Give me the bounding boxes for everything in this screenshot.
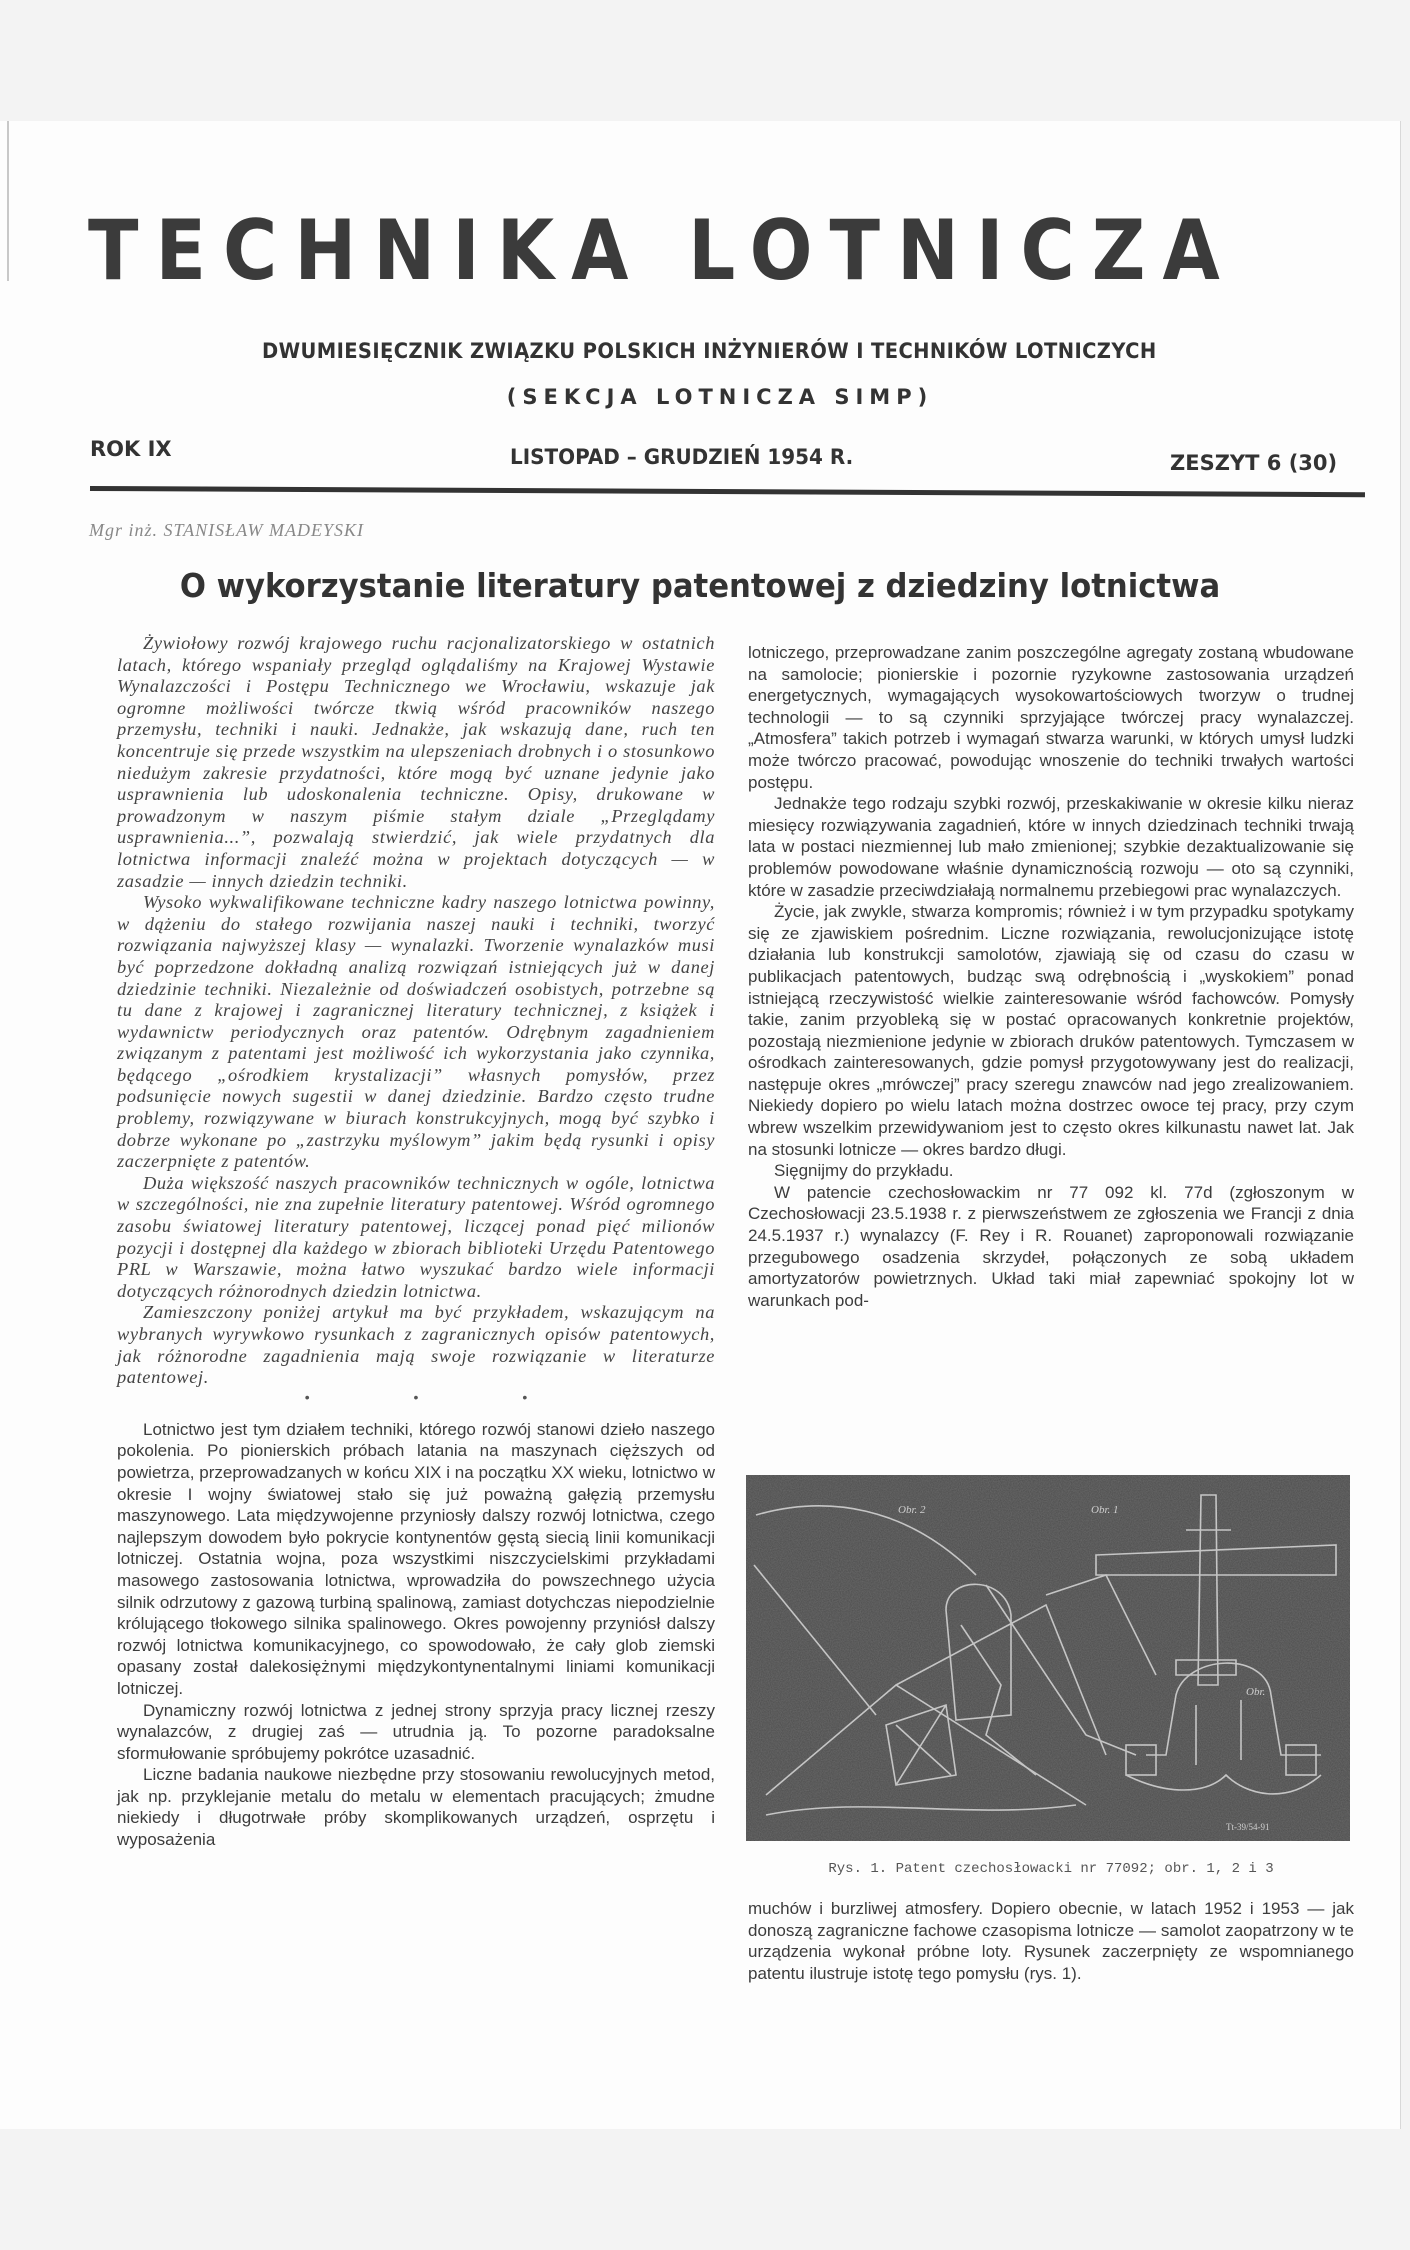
left-column — [117, 633, 715, 1851]
article-author: Mgr inż. STANISŁAW MADEYSKI — [89, 520, 365, 540]
right-column-continued — [748, 1898, 1354, 1984]
body-paragraph: muchów i burzliwej atmosfery. Dopiero obecnie, w latach 1952 i 1953 — jak donoszą zagraniczne fachowe czasopisma lotnicze — samolot zaopatrzony w te urządzenia wykonał próbne loty. Rysunek zaczerpnięty ze wspomnianego patentu ilustruje istotę tego pomysłu (rys. 1). — [748, 1899, 1354, 1983]
page-edge-shadow — [7, 121, 9, 281]
body-paragraph: Życie, jak zwykle, stwarza kompromis; również i w tym przypadku spotykamy się ze zjawiskiem pośrednim. Liczne rozwiązania, rewolucjonizujące istotę działania lub konstrukcji samolotów, zjawiają się od czasu do czasu w publikacjach patentowych, budząc swą odrębnością i „wyskokiem” ponad istniejącą rzeczywistość wielkie zainteresowanie wśród fachowców. Pomysły takie, zanim przyobleką się w postać opracowanych konkretnie projektów, pozostają niezmienione jedynie w zbiorach druków patentowych. Tymczasem w ośrodkach zainteresowanych, gdzie pomysł przygotowywany jest do realizacji, następuje okres „mrówczej” pracy szeregu znawców nad jego zrealizowaniem. Niekiedy dopiero po wielu latach można dostrzec owoce tej pracy, przy czym wbrew wszelkim przewidywaniom jest to często okres kilkunastu nawet lat. Jak na stosunki lotnicze — okres bardzo długi. — [748, 902, 1354, 1159]
figure-caption: Rys. 1. Patent czechosłowacki nr 77092; obr. 1, 2 i 3 — [828, 1861, 1274, 1877]
section-separator: • • • — [304, 1388, 578, 1405]
article-intro — [117, 633, 715, 1389]
journal-section: (SEKCJA LOTNICZA SIMP) — [506, 385, 934, 409]
patent-figure — [746, 1475, 1350, 1841]
body-paragraph: Dynamiczny rozwój lotnictwa z jednej strony sprzyja pracy licznej rzeszy wynalazców, z drugiej zaś — utrudnia ją. To pozorne paradoksalne sformułowanie spróbujemy pokrótce uzasadnić. — [117, 1700, 715, 1763]
journal-subtitle: DWUMIESIĘCZNIK ZWIĄZKU POLSKICH INŻYNIERÓW I TECHNIKÓW LOTNICZYCH — [262, 339, 1157, 363]
issue-number: ZESZYT 6 (30) — [1170, 451, 1338, 475]
intro-paragraph: Duża większość naszych pracowników technicznych w ogóle, lotnictwa w szczególności, nie zna zupełnie literatury patentowej. Wśród ogromnego zasobu światowej literatury patentowej, liczącej ponad pięć milionów pozycji i dostępnej dla każdego w zbiorach biblioteki Urzędu Patentowego PRL w Warszawie, można łatwo wyszukać bardzo wiele informacji dotyczących różnorodnych dziedzin lotnictwa. — [117, 1172, 715, 1301]
header-rule — [90, 486, 1365, 497]
article-title: O wykorzystanie literatury patentowej z dziedziny lotnictwa — [179, 566, 1221, 605]
body-paragraph: Jednakże tego rodzaju szybki rozwój, przeskakiwanie w okresie kilku nieraz miesięcy rozwiązywania zagadnień, które w innych dziedzinach techniki trwają lata w postaci niezmiennej lub mało zmienionej; szybkie dezaktualizowanie się problemów powodowane właśnie dynamicznością rozwoju — oto są czynniki, które w zasadzie przeciwdziałają normalnemu przebiegowi prac wynalazczych. — [748, 794, 1354, 900]
figure-stamp: Tt-39/54-91 — [1226, 1822, 1270, 1832]
intro-paragraph: Żywiołowy rozwój krajowego ruchu racjonalizatorskiego w ostatnich latach, którego wspaniały przegląd oglądaliśmy na Krajowej Wystawie Wynalazczości i Postępu Technicznego we Wrocławiu, wskazuje jak ogromne możliwości twórcze tkwią wśród pracowników naszego przemysłu, techniki i nauki. Jednakże, jak wskazują dane, ruch ten koncentruje się przede wszystkim na ulepszeniach drobnych i o stosunkowo niedużym zakresie przydatności, które mogą być uznane jedynie jako usprawnienia lub udoskonalenia techniczne. Opisy, drukowane w prowadzonym w naszym piśmie stałym dziale „Przeglądamy usprawnienia...”, pozwalają stwierdzić, jak wiele przydatnych dla lotnictwa informacji znaleźć można w projektach dotyczących — w zasadzie — innych dziedzin techniki. — [117, 633, 715, 891]
right-column — [748, 642, 1354, 1311]
journal-year: ROK IX — [90, 437, 172, 461]
figure-label: Obr. 1 — [1091, 1504, 1119, 1516]
issue-date: LISTOPAD – GRUDZIEŃ 1954 R. — [510, 445, 854, 469]
body-paragraph: Lotnictwo jest tym działem techniki, którego rozwój stanowi dzieło naszego pokolenia. Po pionierskich próbach latania na maszynach cięższych od powietrza, przeprowadzanych w końcu XIX i na początku XX wieku, lotnictwo w okresie I wojny światowej stało się już poważną gałęzią przemysłu maszynowego. Lata międzywojenne przyniosły dalszy rozwój lotnictwa, czego najlepszym dowodem było pokrycie kontynentów gęstą siecią linii komunikacji lotniczej. Ostatnia wojna, poza wszystkimi niszczycielskimi przykładami masowego zastosowania lotnictwa, wprowadziła do powszechnego użycia silnik odrzutowy z gazową turbiną spalinową, zamiast dotychczas niepodzielnie królującego tłokowego silnika spalinowego. Okres powojenny przyniósł dalszy rozwój lotnictwa komunikacyjnego, co spowodowało, że cały glob ziemski opasany został dalekosiężnymi międzykontynentalnymi liniami komunikacji lotniczej. — [117, 1419, 715, 1698]
document-page — [0, 121, 1401, 2129]
figure-label: Obr. 2 — [898, 1504, 926, 1516]
body-paragraph: Sięgnijmy do przykładu. — [774, 1161, 954, 1181]
intro-paragraph: Wysoko wykwalifikowane techniczne kadry naszego lotnictwa powinny, w dążeniu do stałego rozwijania naszej nauki i techniki, tworzyć rozwiązania najwyższej klasy — wynalazki. Tworzenie wynalazków musi być poprzedzone dokładną analizą rozwiązań istniejących już w danej dziedzinie techniki. Niezależnie od doświadczeń osobistych, potrzebne są tu dane z krajowej i zagranicznej literatury technicznej, z książek i wydawnictw periodycznych oraz patentów. Odrębnym zagadnieniem związanym z patentami jest możliwość ich wykorzystania jako czynnika, będącego „ośrodkiem krystalizacji” własnych pomysłów, przez podsunięcie nowych sugestii w danej dziedzinie. Bardzo często trudne problemy, rozwiązywane w biurach konstrukcyjnych, mogą być szybko i dobrze wykonane po „zastrzyku myślowym” jakim będą rysunki i opisy zaczerpnięte z patentów. — [117, 892, 715, 1172]
body-paragraph: lotniczego, przeprowadzane zanim poszczególne agregaty zostaną wbudowane na samolocie; pionierskie i pozornie ryzykowne zastosowania urządzeń energetycznych, wymagających wysokowartościowych tworzyw o trudnej technologii — to są czynniki sprzyjające twórczej pracy wynalazczej. „Atmosfera” takich potrzeb i wymagań stwarza warunki, w których umysł ludzki może twórczo pracować, powodując wnoszenie do techniki trwałych wartości postępu. — [748, 643, 1354, 792]
body-paragraph: Liczne badania naukowe niezbędne przy stosowaniu rewolucyjnych metod, jak np. przyklejanie metalu do metalu w elementach pracujących; żmudne niekiedy i długotrwałe próby skomplikowanych urządzeń, osprzętu i wyposażenia — [117, 1765, 715, 1850]
body-paragraph: W patencie czechosłowackim nr 77 092 kl. 77d (zgłoszonym w Czechosłowacji 23.5.1938 r. z pierwszeństwem ze zgłoszenia we Francji z dnia 24.5.1937 r.) wynalazcy (F. Rey i R. Rouanet) zaproponowali rozwiązanie przegubowego osadzenia skrzydeł, połączonych ze sobą układem amortyzatorów powietrznych. Układ taki miał zapewniać spokojny lot w warunkach pod- — [748, 1182, 1354, 1310]
intro-paragraph: Zamieszczony poniżej artykuł ma być przykładem, wskazującym na wybranych wyrywkowo rysunkach z zagranicznych opisów patentowych, jak różnorodne zagadnienia mają swoje rozwiązanie w literaturze patentowej. — [117, 1302, 715, 1388]
figure-label: Obr. — [1246, 1686, 1266, 1698]
journal-masthead: TECHNIKA LOTNICZA — [88, 203, 1237, 300]
patent-drawing-illustration — [746, 1475, 1350, 1841]
